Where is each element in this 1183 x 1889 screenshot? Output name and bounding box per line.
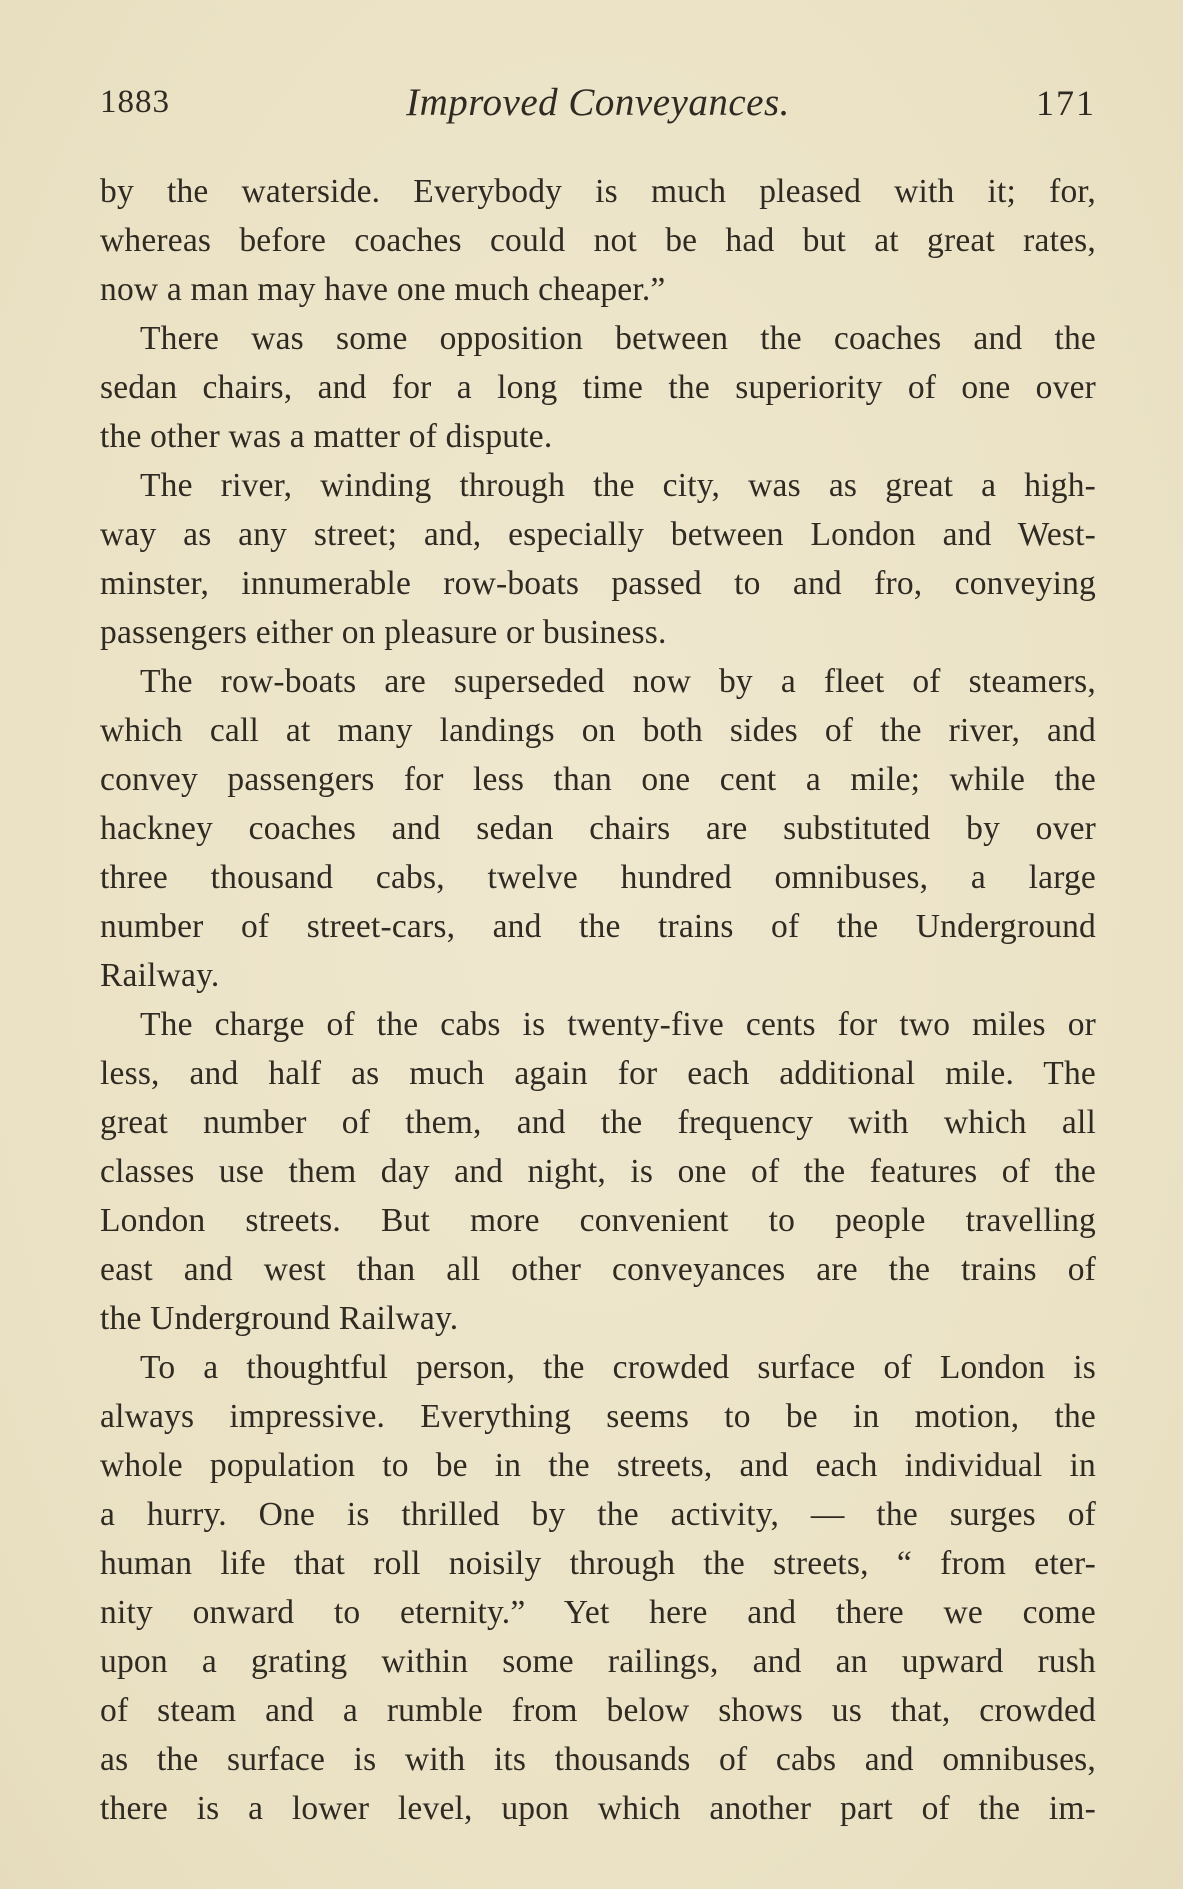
text-line: by the waterside. Everybody is much pleased with it; for, xyxy=(100,173,1096,210)
text-line: there is a lower level, upon which another part of the im- xyxy=(100,1790,1096,1827)
text-line: minster, innumerable row-boats passed to and fro, conveying xyxy=(100,565,1096,602)
text-line: three thousand cabs, twelve hundred omnibuses, a large xyxy=(100,859,1096,896)
text-line: now a man may have one much cheaper.” xyxy=(100,271,666,308)
text-line: passengers either on pleasure or business. xyxy=(100,614,667,651)
text-line: great number of them, and the frequency with which all xyxy=(100,1104,1096,1141)
body-text xyxy=(100,167,1096,1833)
text-line: whole population to be in the streets, and each individual in xyxy=(100,1447,1096,1484)
text-line: less, and half as much again for each additional mile. The xyxy=(100,1055,1096,1092)
text-line: The row-boats are superseded now by a fleet of steamers, xyxy=(140,663,1096,700)
text-line: east and west than all other conveyances are the trains of xyxy=(100,1251,1096,1288)
text-line: convey passengers for less than one cent a mile; while the xyxy=(100,761,1096,798)
text-line: way as any street; and, especially between London and West- xyxy=(100,516,1096,553)
running-header xyxy=(100,80,1096,130)
text-line: of steam and a rumble from below shows us that, crowded xyxy=(100,1692,1096,1729)
text-line: The river, winding through the city, was as great a high- xyxy=(140,467,1096,504)
running-title: Improved Conveyances. xyxy=(406,81,790,124)
text-line: Railway. xyxy=(100,957,220,994)
text-line: the other was a matter of dispute. xyxy=(100,418,553,455)
text-line: whereas before coaches could not be had but at great rates, xyxy=(100,222,1096,259)
text-line: number of street-cars, and the trains of the Underground xyxy=(100,908,1096,945)
page-number: 171 xyxy=(1036,83,1096,123)
text-line: London streets. But more convenient to people travelling xyxy=(100,1202,1096,1239)
text-line: which call at many landings on both sides of the river, and xyxy=(100,712,1096,749)
text-line: a hurry. One is thrilled by the activity, — the surges of xyxy=(100,1496,1096,1533)
text-line: The charge of the cabs is twenty-five cents for two miles or xyxy=(140,1006,1096,1043)
text-line: To a thoughtful person, the crowded surface of London is xyxy=(140,1349,1096,1386)
text-line: hackney coaches and sedan chairs are substituted by over xyxy=(100,810,1096,847)
text-line: human life that roll noisily through the streets, “ from eter- xyxy=(100,1545,1096,1582)
header-year: 1883 xyxy=(100,84,170,120)
text-line: as the surface is with its thousands of cabs and omnibuses, xyxy=(100,1741,1096,1778)
text-line: sedan chairs, and for a long time the superiority of one over xyxy=(100,369,1096,406)
text-line: nity onward to eternity.” Yet here and there we come xyxy=(100,1594,1096,1631)
text-line: upon a grating within some railings, and an upward rush xyxy=(100,1643,1096,1680)
text-line: the Underground Railway. xyxy=(100,1300,459,1337)
text-line: classes use them day and night, is one of the features of the xyxy=(100,1153,1096,1190)
text-line: There was some opposition between the coaches and the xyxy=(140,320,1096,357)
text-line: always impressive. Everything seems to be in motion, the xyxy=(100,1398,1096,1435)
